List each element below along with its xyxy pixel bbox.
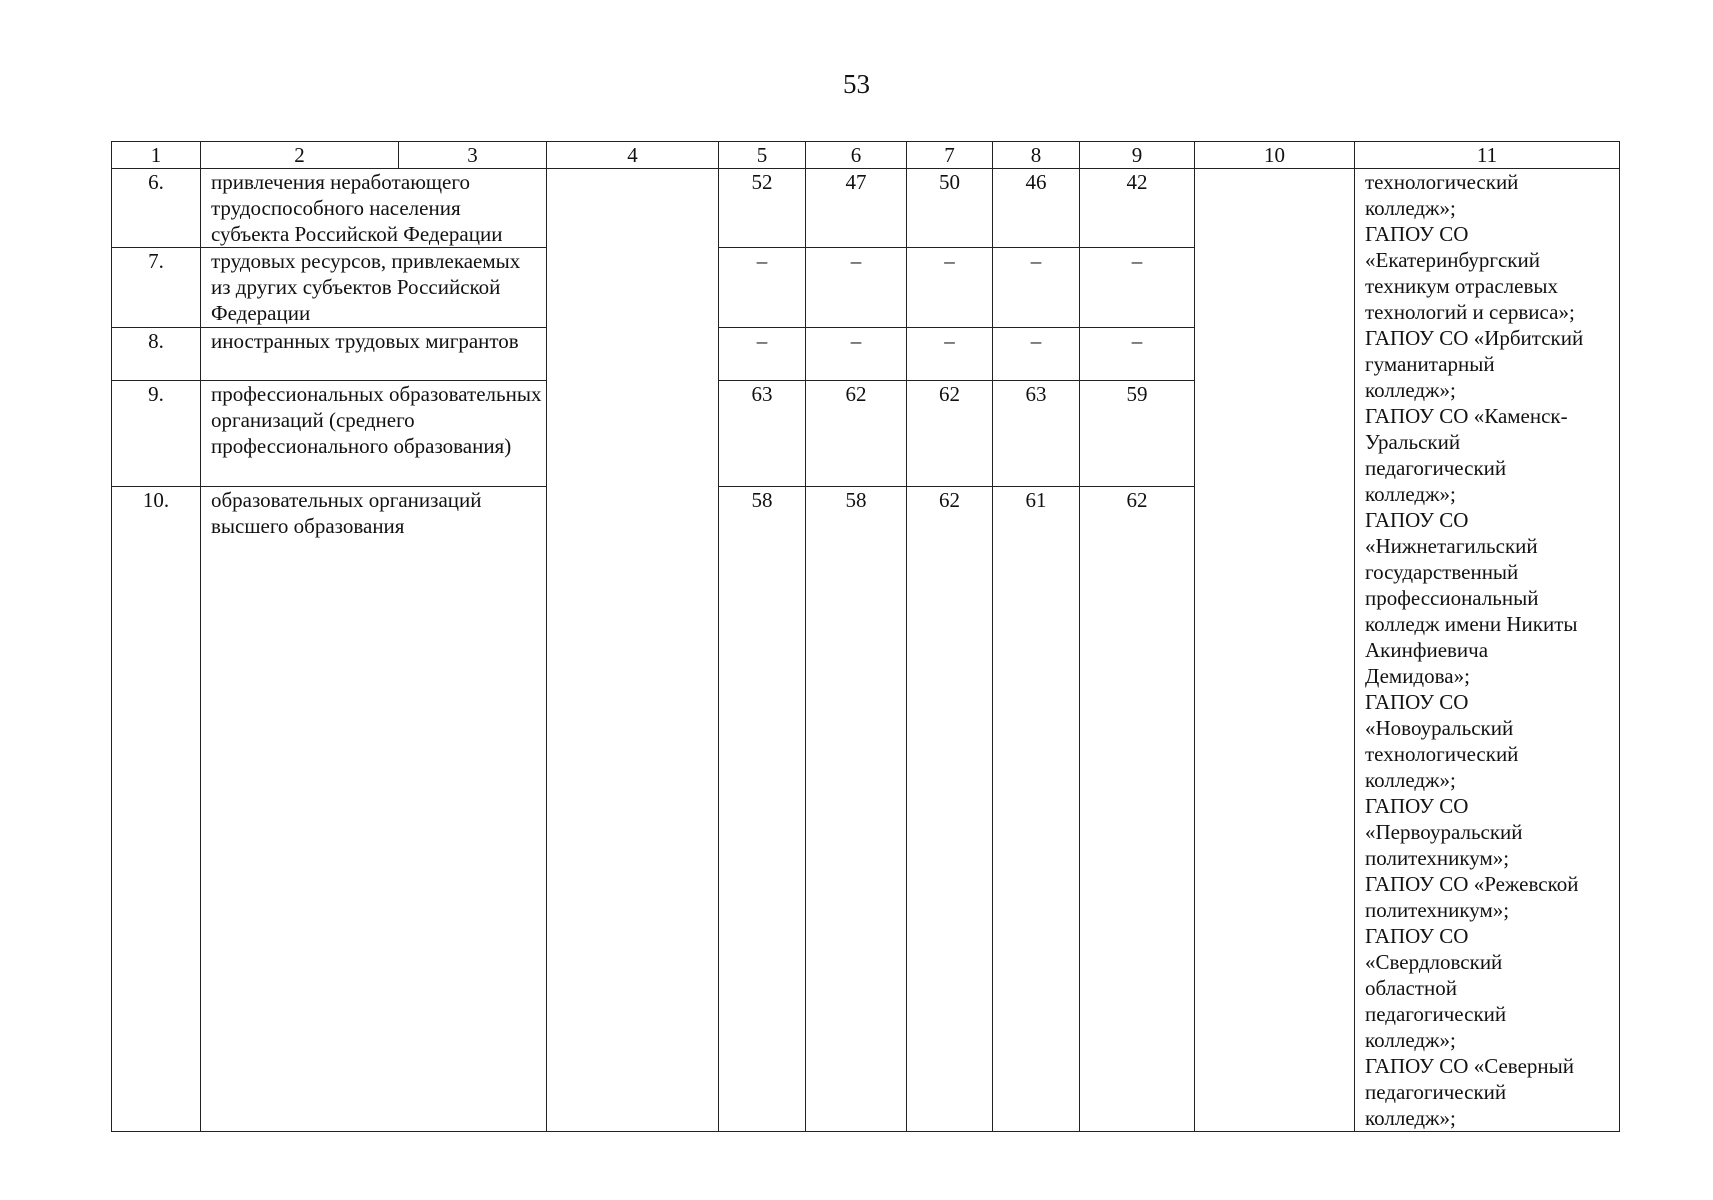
org-line: техникум отраслевых (1365, 274, 1558, 298)
value-cell: – (907, 248, 993, 327)
value-cell: – (993, 248, 1080, 327)
org-line: областной (1365, 976, 1457, 1000)
org-line: гуманитарный (1365, 352, 1495, 376)
header-cell: 1 (112, 142, 201, 169)
org-line: Уральский (1365, 430, 1461, 454)
org-line: профессиональный (1365, 586, 1539, 610)
row-description: профессиональных образовательных организаций (среднего профессионального образования) (201, 381, 547, 487)
org-line: колледж»; (1365, 1106, 1456, 1130)
value-cell: 63 (993, 381, 1080, 487)
value-cell: – (1080, 327, 1195, 380)
page-number: 53 (843, 69, 870, 99)
org-line: «Нижнетагильский (1365, 534, 1538, 558)
row-number: 8. (112, 327, 201, 380)
org-line: технологический (1365, 170, 1519, 194)
value-cell: 61 (993, 486, 1080, 1131)
column-10-cell (1195, 169, 1355, 1132)
value-cell: – (719, 327, 806, 380)
org-line: государственный (1365, 560, 1519, 584)
value-cell: 59 (1080, 381, 1195, 487)
header-cell: 5 (719, 142, 806, 169)
value-cell: 50 (907, 169, 993, 248)
header-cell: 8 (993, 142, 1080, 169)
org-line: ГАПОУ СО (1365, 508, 1469, 532)
org-line: педагогический (1365, 1080, 1507, 1104)
value-cell: – (719, 248, 806, 327)
header-cell: 6 (806, 142, 907, 169)
value-cell: – (1080, 248, 1195, 327)
value-cell: 62 (907, 381, 993, 487)
header-cell: 9 (1080, 142, 1195, 169)
org-line: ГАПОУ СО «Режевской (1365, 872, 1579, 896)
org-line: Демидова»; (1365, 664, 1470, 688)
org-line: «Екатеринбургский (1365, 248, 1540, 272)
row-number: 9. (112, 381, 201, 487)
org-line: «Новоуральский (1365, 716, 1514, 740)
header-cell: 3 (399, 142, 547, 169)
row-description: иностранных трудовых мигрантов (201, 327, 547, 380)
value-cell: – (993, 327, 1080, 380)
org-line: колледж имени Никиты (1365, 612, 1578, 636)
value-cell: 58 (719, 486, 806, 1131)
org-line: политехникум»; (1365, 898, 1510, 922)
value-cell: 62 (907, 486, 993, 1131)
org-line: педагогический (1365, 1002, 1507, 1026)
header-cell: 10 (1195, 142, 1355, 169)
org-line: ГАПОУ СО «Каменск- (1365, 404, 1568, 428)
row-number: 10. (112, 486, 201, 1131)
org-line: ГАПОУ СО (1365, 222, 1469, 246)
value-cell: – (806, 248, 907, 327)
value-cell: 62 (1080, 486, 1195, 1131)
row-description: трудовых ресурсов, привлекаемых из других субъектов Российской Федерации (201, 248, 547, 327)
org-line: колледж»; (1365, 1028, 1456, 1052)
value-cell: 52 (719, 169, 806, 248)
value-cell: 62 (806, 381, 907, 487)
row-number: 7. (112, 248, 201, 327)
value-cell: 42 (1080, 169, 1195, 248)
org-line: «Свердловский (1365, 950, 1503, 974)
value-cell: – (907, 327, 993, 380)
org-line: колледж»; (1365, 196, 1456, 220)
organizations-list (1355, 169, 1620, 1132)
value-cell: 63 (719, 381, 806, 487)
row-description: привлечения неработающего трудоспособного населения субъекта Российской Федерации (201, 169, 547, 248)
org-line: ГАПОУ СО (1365, 690, 1469, 714)
org-line: ГАПОУ СО «Ирбитский (1365, 326, 1584, 350)
header-cell: 7 (907, 142, 993, 169)
org-line: колледж»; (1365, 378, 1456, 402)
header-cell: 11 (1355, 142, 1620, 169)
org-line: «Первоуральский (1365, 820, 1523, 844)
column-4-cell (547, 169, 719, 1132)
org-line: педагогический (1365, 456, 1507, 480)
data-table (111, 141, 1620, 1132)
org-line: Акинфиевича (1365, 638, 1489, 662)
org-line: колледж»; (1365, 482, 1456, 506)
value-cell: 47 (806, 169, 907, 248)
value-cell: 58 (806, 486, 907, 1131)
row-number: 6. (112, 169, 201, 248)
value-cell: 46 (993, 169, 1080, 248)
org-line: ГАПОУ СО «Северный (1365, 1054, 1574, 1078)
header-row (112, 142, 1620, 169)
table-row (112, 169, 1620, 248)
org-line: технологический (1365, 742, 1519, 766)
row-description: образовательных организаций высшего образования (201, 486, 547, 1131)
org-line: политехникум»; (1365, 846, 1510, 870)
header-cell: 2 (201, 142, 399, 169)
value-cell: – (806, 327, 907, 380)
org-line: технологий и сервиса»; (1365, 300, 1575, 324)
header-cell: 4 (547, 142, 719, 169)
org-line: ГАПОУ СО (1365, 794, 1469, 818)
org-line: колледж»; (1365, 768, 1456, 792)
org-line: ГАПОУ СО (1365, 924, 1469, 948)
